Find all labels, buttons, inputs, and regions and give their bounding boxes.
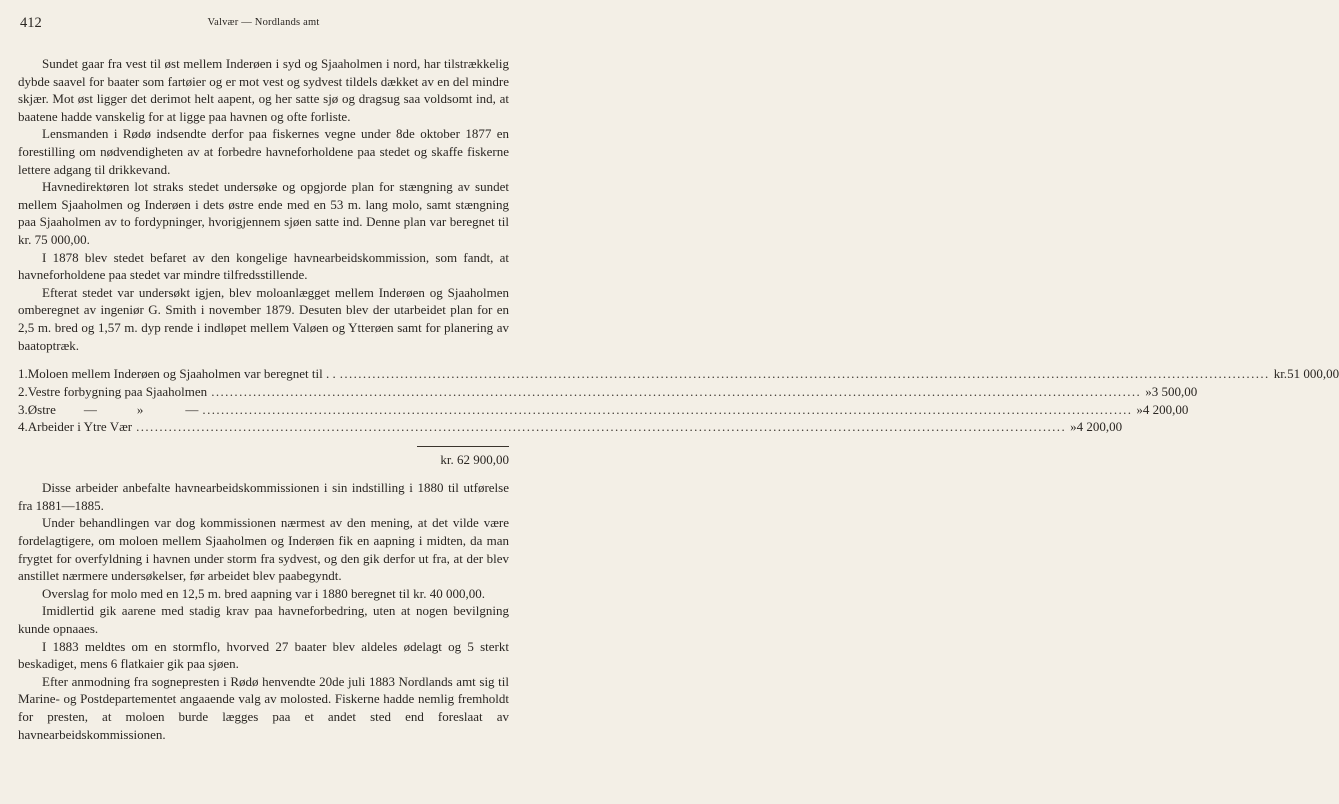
paragraph: Havnedirektøren lot straks stedet undersøke og opgjorde plan for stængning av sundet mellem Sjaaholmen og Inderøen i dets østre ende med en 53 m. lang molo, samt stængning paa Sjaaholmen av to fordypninger, hvorigjennem sjøen satte ind. Denne plan var beregnet til kr. 75 000,00. (18, 179, 509, 247)
item-unit: kr. (1273, 366, 1288, 382)
ditto-mark: » (136, 401, 144, 417)
item-number: 4. (18, 419, 28, 435)
ditto-mark: — (83, 401, 97, 417)
item-label-text: Østre (27, 401, 56, 417)
dot-leader: ........................................................................................................................................................................................................ (136, 419, 1067, 435)
item-label: Moloen mellem Inderøen og Sjaaholmen var beregnet til . . (27, 366, 336, 382)
paragraph: Overslag for molo med en 12,5 m. bred aapning var i 1880 beregnet til kr. 40 000,00. (42, 585, 485, 601)
dot-leader: ........................................................................................................................................................................................................ (211, 383, 1142, 399)
paragraph: Disse arbeider anbefalte havnearbeidskommissionen i sin indstilling i 1880 til utførelse fra 1881—1885. (18, 480, 509, 513)
paragraph: Imidlertid gik aarene med stadig krav paa havneforbedring, uten at nogen bevilgning kunde opnaaes. (18, 603, 509, 637)
paragraph: I 1883 meldtes om en stormflo, hvorved 27 baater blev aldeles ødelagt og 5 sterkt beskadiget, mens 6 flatkaier gik paa sjøen. (18, 638, 509, 672)
cost-item (18, 418, 1123, 436)
ditto-mark: — (185, 401, 199, 417)
total-amount: kr. 62 900,00 (440, 452, 509, 468)
paragraph: Lensmanden i Rødø indsendte derfor paa fiskernes vegne under 8de oktober 1877 en forestilling om nødvendigheten av at forbedre havneforholdene paa stedet og skaffe fiskerne lettere adgang til drikkevand. (18, 126, 509, 177)
item-unit: » (1070, 419, 1077, 435)
dot-leader: ........................................................................................................................................................................................................ (202, 401, 1133, 417)
cost-list (18, 365, 1339, 436)
page-body (18, 55, 1339, 743)
item-number: 1. (18, 366, 28, 382)
item-unit: » (1145, 383, 1152, 399)
dot-leader: ........................................................................................................................................................................................................ (339, 366, 1270, 382)
item-unit: » (1136, 401, 1143, 417)
paragraph: Efter anmodning fra sognepresten i Rødø henvendte 20de juli 1883 Nordlands amt sig til Marine- og Postdepartementet angaaende valg av molosted. Fiskerne hadde nemlig fremholdt for presten, at moloen burde lægges paa et andet sted end foreslaat av havnearbeidskommissionen. (18, 673, 509, 742)
running-head: Valvær — Nordlands amt (207, 17, 320, 28)
total-rule (417, 446, 509, 447)
page-header (18, 14, 509, 36)
page-number: 412 (20, 15, 42, 31)
item-amount: 51 000,00 (1287, 366, 1339, 382)
cost-item (18, 383, 1198, 401)
item-amount: 3 500,00 (1151, 383, 1198, 399)
item-number: 2. (18, 383, 28, 399)
item-label (28, 401, 199, 419)
paragraph: Efterat stedet var undersøkt igjen, blev moloanlægget mellem Inderøen og Sjaaholmen omberegnet av ingeniør G. Smith i november 1879. Desuten blev der utarbeidet plan for en 2,5 m. bred og 1,57 m. dyp rende i indløpet mellem Valøen og Ytterøen samt for planering av baatoptræk. (18, 284, 509, 353)
item-label: Vestre forbygning paa Sjaaholmen (27, 383, 208, 399)
cost-item (18, 365, 1339, 383)
paragraph: I 1878 blev stedet befaret av den kongelige havnearbeidskommission, som fandt, at havneforholdene paa stedet var mindre tilfredsstillende. (18, 249, 509, 283)
item-amount: 4 200,00 (1076, 419, 1123, 435)
item-amount: 4 200,00 (1142, 401, 1189, 417)
paragraph: Under behandlingen var dog kommissionen nærmest av den mening, at det vilde være fordelagtigere, om moloen mellem Sjaaholmen og Inderøen fik en aapning i midten, da man frygtet for overfyldning i havnen under storm fra sydvest, og den gik derfor ut fra, at der blev anstillet nærmere undersøkelser, før arbeidet blev paabegyndt. (18, 515, 509, 584)
item-label: Arbeider i Ytre Vær (27, 419, 133, 435)
paragraph: Sundet gaar fra vest til øst mellem Inderøen i syd og Sjaaholmen i nord, har tilstrækkelig dybde saavel for baater som fartøier og er mot vest og sydvest tildels dækket av en del mindre skjær. Mot øst ligger det derimot helt aapent, og her satte sjø og dragsug saa voldsomt ind, at baatene hadde vanskelig for at ligge paa havnen og ofte forliste. (18, 56, 509, 124)
item-number: 3. (18, 401, 28, 417)
cost-item (18, 401, 1189, 419)
